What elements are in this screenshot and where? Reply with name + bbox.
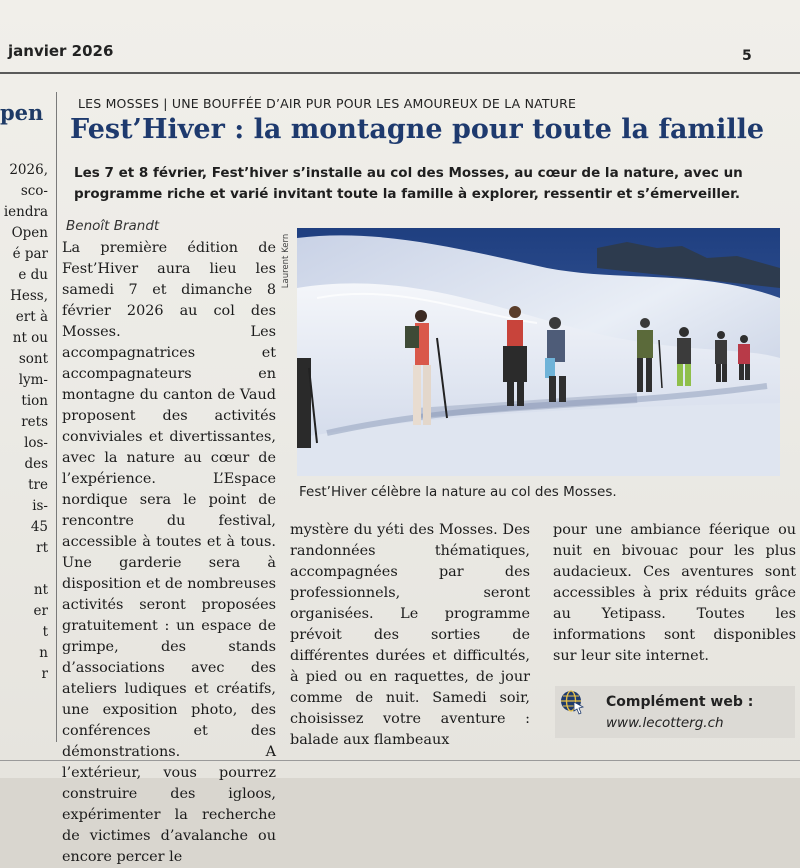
globe-cursor-icon <box>560 690 584 714</box>
web-complement-url[interactable]: www.lecotterg.ch <box>606 715 724 731</box>
previous-article-line: iendra <box>3 204 48 220</box>
previous-article-line: tion <box>21 393 48 409</box>
snowshoe-hikers-photo <box>297 228 780 476</box>
previous-article-line: sco- <box>20 183 48 199</box>
previous-article-line: 45 <box>30 519 48 535</box>
column-divider <box>56 92 57 742</box>
previous-article-line: los- <box>24 435 48 451</box>
previous-article-line: tre <box>28 477 48 493</box>
article-column-3 <box>553 520 796 667</box>
previous-article-line: t <box>42 624 48 640</box>
web-complement-title: Complément web : <box>606 694 754 710</box>
article-photo <box>297 228 780 476</box>
header-rule <box>0 72 800 74</box>
previous-article-line: nt ou <box>12 330 48 346</box>
page-number: 5 <box>742 48 752 64</box>
previous-article-line: rets <box>21 414 48 430</box>
column-2-text: mystère du yéti des Mosses. Des randonnées thématiques, accompagnées par des professionnels, seront organisées. Le programme prévoit des sorties de différentes durées et difficultés, à pied ou en raquettes, de jour comme de nuit. Samedi soir, choisissez votre aventure : balade aux flambeaux <box>290 522 530 748</box>
article-title: Fest’Hiver : la montagne pour toute la famille <box>70 114 765 145</box>
article-lead: Les 7 et 8 février, Fest’hiver s’installe au col des Mosses, au cœur de la nature, avec un programme riche et varié invitant toute la famille à explorer, ressentir et s’émerveiller. <box>74 165 743 202</box>
previous-article-line: er <box>33 603 48 619</box>
column-1-text: La première édition de Fest’Hiver aura lieu les samedi 7 et dimanche 8 février 2026 au col des Mosses. Les accompagnatrices et accompagnateurs en montagne du canton de Vaud proposent des activités conviviales et divertissantes, avec la nature au cœur de l’expérience. L’Espace nordique sera le point de rencontre du festival, accessible à toutes et à tous. Une garderie sera à disposition et de nombreuses activités seront proposées gratuitement : un espace de grimpe, des stands d’associations avec des ateliers ludiques et créatifs, une exposition photo, des conférences et des démonstrations. A l’extérieur, vous pourrez construire des igloos, expérimenter la recherche de victimes d’avalanche ou encore percer le <box>62 240 276 865</box>
previous-article-line: sont <box>18 351 48 367</box>
article-column-1 <box>62 238 276 868</box>
previous-article-line: r <box>41 666 48 682</box>
previous-article-line: ert à <box>15 309 48 325</box>
previous-article-line: lym- <box>18 372 48 388</box>
previous-article-line: nt <box>33 582 48 598</box>
previous-article-line: é par <box>12 246 48 262</box>
column-3-text: pour une ambiance féerique ou nuit en bivouac pour les plus audacieux. Ces aventures sont accessibles à prix réduits grâce au Yetipass. Toutes les informations sont disponibles sur leur site internet. <box>553 522 796 664</box>
previous-article-line: des <box>24 456 48 472</box>
previous-article-line: rt <box>36 540 48 556</box>
previous-article-line: is- <box>32 498 48 514</box>
article-byline: Benoît Brandt <box>66 218 160 234</box>
photo-credit-text: Laurent Kern <box>281 233 292 289</box>
article-column-2 <box>290 520 530 751</box>
photo-caption: Fest’Hiver célèbre la nature au col des Mosses. <box>299 484 617 500</box>
issue-date: janvier 2026 <box>8 42 114 60</box>
article-kicker: LES MOSSES | UNE BOUFFÉE D’AIR PUR POUR LES AMOUREUX DE LA NATURE <box>78 96 577 111</box>
previous-article-line: e du <box>18 267 48 283</box>
previous-article-heading: pen <box>0 100 44 125</box>
footer-rule <box>0 760 800 761</box>
previous-article-line: Hess, <box>10 288 48 304</box>
previous-article-line: Open <box>11 225 48 241</box>
previous-article-line: n <box>39 645 48 661</box>
previous-article-line: 2026, <box>9 162 48 178</box>
